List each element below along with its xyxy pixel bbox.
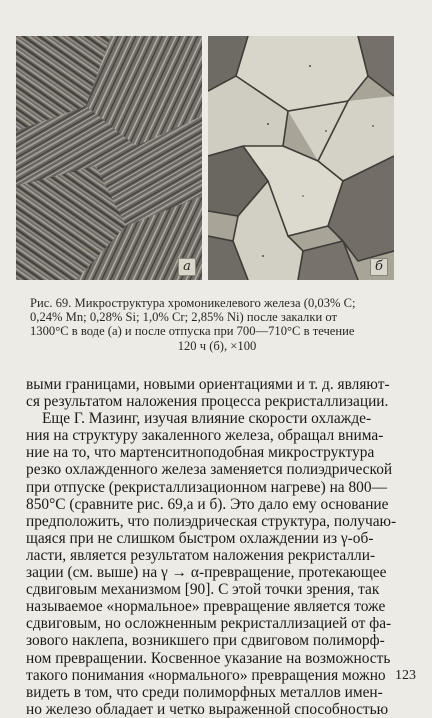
caption-line: 120 ч (б), ×100 — [177, 338, 257, 353]
body-line: называемое «нормальное» превращение является тоже — [26, 598, 386, 616]
caption-line: 1300°С в воде (а) и после отпуска при 700—710°С в течение — [30, 324, 355, 339]
caption-line: Рис. 69. Микроструктура хромоникелевого железа (0,03% С; — [30, 296, 356, 310]
body-line: Еще Г. Мазинг, изучая влияние скорости охлажде- — [42, 410, 372, 428]
body-text — [26, 376, 412, 718]
body-line: ласти, является результатом наложения рекристалли- — [26, 546, 376, 564]
body-line: видеть в том, что среди полиморфных металлов имен- — [26, 683, 383, 701]
panel-b-label: б — [370, 258, 388, 276]
body-line: ние на то, что мартенситноподобная микроструктура — [26, 444, 375, 462]
body-line: такого понимания «нормального» превращения можно — [26, 666, 386, 684]
body-line: щаяся при не слишком быстром охлаждении из γ-об- — [26, 529, 374, 547]
body-line: сдвиговым, но осложненным рекристаллизацией от фа- — [26, 615, 392, 633]
body-line: сдвиговым механизмом [90]. С этой точки зрения, так — [26, 581, 380, 599]
micrograph-panel-b — [208, 36, 394, 280]
body-line: резко охлажденного железа заменяется полиэдрической — [26, 461, 393, 479]
micrograph-panel-a — [16, 36, 202, 280]
polyhedral-micrograph-image — [208, 36, 394, 280]
body-line: ся результатом наложения процесса рекристаллизации. — [26, 393, 389, 411]
caption-line: 0,24% Mn; 0,28% Si; 1,0% Cr; 2,85% Ni) после закалки от — [30, 310, 337, 325]
martensite-micrograph-image — [16, 36, 202, 280]
body-line: при отпуске (рекристаллизационном нагреве) на 800— — [26, 478, 387, 496]
body-line: зации (см. выше) на γ → α-превращение, протекающее — [26, 564, 387, 582]
body-line: но железо обладает и четко выраженной способностью — [26, 700, 389, 718]
micrograph-figure — [16, 36, 418, 280]
page-number: 123 — [395, 668, 416, 683]
body-line: ния на структуру закаленного железа, обращал внима- — [26, 427, 384, 445]
body-line: 850°С (сравните рис. 69,а и б). Это дало ему основание — [26, 495, 389, 513]
body-line: предположить, что полиэдрическая структура, получаю- — [26, 512, 397, 530]
body-line: зового наклепа, возникшего при сдвиговом полиморф- — [26, 632, 385, 650]
panel-a-label: а — [178, 258, 196, 276]
body-line: ном превращении. Косвенное указание на возможность — [26, 649, 391, 667]
body-line: выми границами, новыми ориентациями и т. д. являют- — [26, 376, 390, 393]
figure-caption — [30, 296, 404, 353]
